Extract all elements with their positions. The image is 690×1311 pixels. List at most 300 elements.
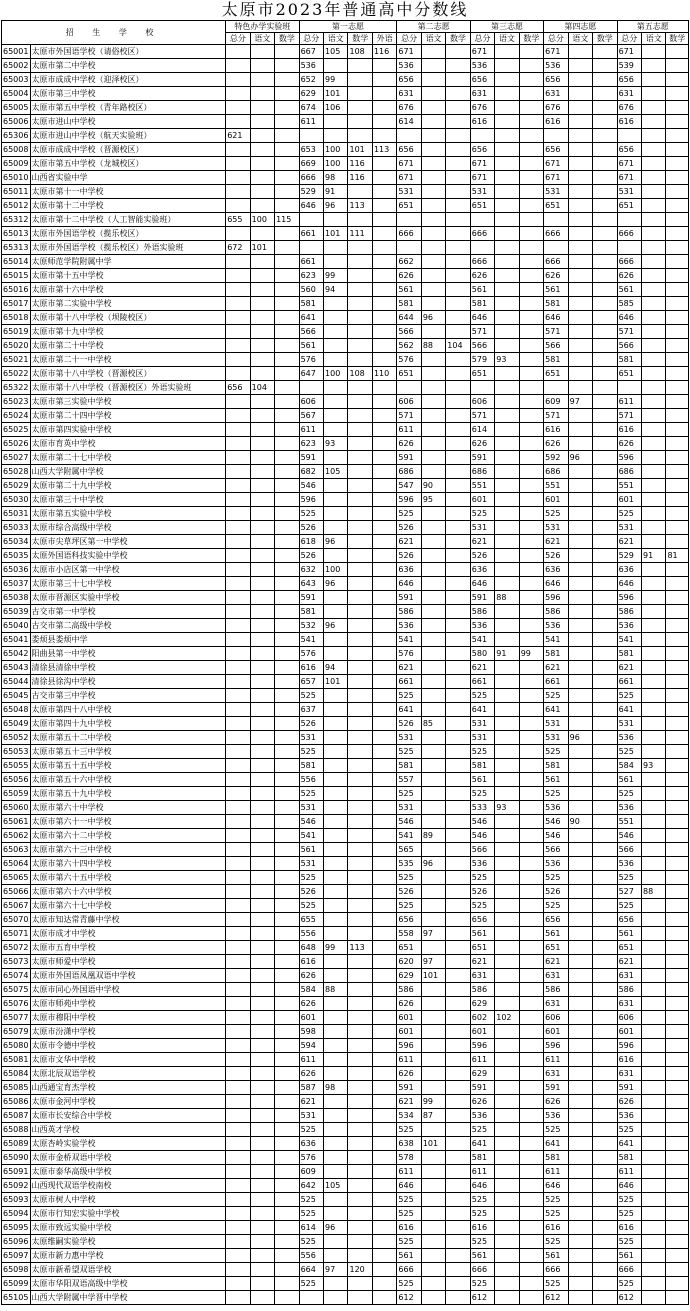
score-cell	[324, 395, 348, 409]
score-cell	[446, 269, 470, 283]
score-cell	[446, 689, 470, 703]
score-cell	[372, 1277, 396, 1291]
score-cell: 541	[397, 633, 421, 647]
score-cell	[495, 45, 519, 59]
score-cell	[421, 101, 445, 115]
score-cell: 671	[617, 157, 641, 171]
score-cell: 626	[397, 269, 421, 283]
score-cell: 656	[544, 143, 568, 157]
score-cell: 525	[470, 1235, 494, 1249]
score-cell	[495, 1165, 519, 1179]
score-cell	[372, 745, 396, 759]
score-cell	[421, 549, 445, 563]
school-code: 65036	[2, 563, 31, 577]
score-cell	[568, 1137, 592, 1151]
score-cell	[593, 395, 617, 409]
score-cell	[421, 1151, 445, 1165]
score-cell: 669	[299, 157, 323, 171]
score-cell	[642, 927, 666, 941]
score-cell	[421, 143, 445, 157]
score-cell	[568, 1081, 592, 1095]
score-cell	[495, 493, 519, 507]
score-cell: 581	[470, 759, 494, 773]
score-cell	[495, 899, 519, 913]
score-cell	[666, 101, 689, 115]
score-cell	[593, 143, 617, 157]
score-cell	[446, 493, 470, 507]
score-cell	[421, 521, 445, 535]
score-cell: 656	[544, 73, 568, 87]
score-cell	[593, 535, 617, 549]
score-cell	[324, 969, 348, 983]
score-cell: 591	[397, 1081, 421, 1095]
score-cell	[348, 87, 372, 101]
score-cell	[519, 451, 543, 465]
score-cell	[446, 997, 470, 1011]
score-cell: 525	[299, 1277, 323, 1291]
score-cell	[446, 983, 470, 997]
score-cell: 644	[397, 311, 421, 325]
score-cell	[226, 115, 250, 129]
score-cell: 525	[617, 899, 641, 913]
score-cell	[446, 325, 470, 339]
score-cell	[250, 885, 274, 899]
school-code: 65045	[2, 689, 31, 703]
score-cell: 536	[617, 1109, 641, 1123]
score-cell	[568, 353, 592, 367]
score-cell	[642, 605, 666, 619]
school-name: 太原市第五十三中学校	[30, 745, 226, 759]
score-cell	[421, 535, 445, 549]
score-cell	[495, 507, 519, 521]
school-code: 65009	[2, 157, 31, 171]
score-cell: 578	[397, 1151, 421, 1165]
score-cell	[348, 339, 372, 353]
score-cell: 90	[421, 479, 445, 493]
score-cell: 587	[299, 1081, 323, 1095]
score-cell	[642, 283, 666, 297]
score-cell	[421, 689, 445, 703]
score-cell	[324, 549, 348, 563]
score-cell	[250, 423, 274, 437]
score-cell	[348, 1053, 372, 1067]
score-cell: 614	[470, 423, 494, 437]
score-cell	[226, 101, 250, 115]
score-cell	[226, 325, 250, 339]
score-cell	[446, 521, 470, 535]
score-cell: 656	[617, 73, 641, 87]
school-name: 太原市第六十七中学校	[30, 899, 226, 913]
score-cell	[666, 1067, 689, 1081]
score-cell	[519, 507, 543, 521]
score-cell	[568, 143, 592, 157]
score-cell	[666, 73, 689, 87]
score-cell	[495, 773, 519, 787]
score-cell	[544, 213, 568, 227]
table-row	[2, 311, 689, 325]
score-cell	[250, 759, 274, 773]
score-cell	[519, 759, 543, 773]
score-cell	[568, 171, 592, 185]
score-cell	[593, 339, 617, 353]
score-cell	[275, 143, 299, 157]
score-cell	[568, 45, 592, 59]
score-cell: 88	[324, 983, 348, 997]
score-cell	[666, 787, 689, 801]
score-cell	[275, 227, 299, 241]
school-name: 太原市致远实验中学校	[30, 1221, 226, 1235]
score-cell: 525	[470, 1123, 494, 1137]
score-cell: 566	[544, 339, 568, 353]
score-cell: 556	[299, 927, 323, 941]
sub-header: 数学	[666, 33, 689, 45]
score-cell: 626	[544, 269, 568, 283]
score-cell	[275, 563, 299, 577]
score-cell: 534	[397, 1109, 421, 1123]
score-cell	[275, 157, 299, 171]
score-cell	[519, 899, 543, 913]
score-cell: 525	[544, 689, 568, 703]
score-cell: 641	[617, 1137, 641, 1151]
table-row	[2, 241, 689, 255]
score-cell	[495, 829, 519, 843]
score-cell	[495, 941, 519, 955]
score-cell	[275, 115, 299, 129]
score-cell	[495, 255, 519, 269]
score-cell	[666, 577, 689, 591]
school-code: 65042	[2, 647, 31, 661]
score-cell	[348, 1165, 372, 1179]
score-cell: 671	[470, 45, 494, 59]
score-cell	[275, 1207, 299, 1221]
score-cell	[250, 787, 274, 801]
score-cell	[519, 927, 543, 941]
score-cell	[226, 899, 250, 913]
score-cell	[642, 1165, 666, 1179]
sub-header: 数学	[348, 33, 372, 45]
score-cell	[324, 955, 348, 969]
score-cell: 626	[299, 1067, 323, 1081]
score-cell	[275, 1263, 299, 1277]
score-cell: 531	[617, 185, 641, 199]
score-cell	[642, 521, 666, 535]
score-cell	[642, 479, 666, 493]
sub-header: 语文	[250, 33, 274, 45]
score-cell	[372, 395, 396, 409]
score-cell	[421, 941, 445, 955]
score-cell	[275, 479, 299, 493]
table-row	[2, 353, 689, 367]
score-cell: 646	[544, 311, 568, 325]
score-cell	[250, 115, 274, 129]
score-cell: 525	[397, 1277, 421, 1291]
score-cell	[421, 787, 445, 801]
score-cell	[593, 269, 617, 283]
score-cell	[275, 899, 299, 913]
score-cell: 536	[470, 1109, 494, 1123]
score-cell	[593, 115, 617, 129]
score-cell	[275, 283, 299, 297]
score-cell	[421, 367, 445, 381]
score-cell	[324, 451, 348, 465]
score-cell	[324, 409, 348, 423]
score-cell	[666, 633, 689, 647]
score-cell	[495, 1109, 519, 1123]
score-cell	[666, 703, 689, 717]
score-cell	[568, 227, 592, 241]
score-cell: 536	[397, 619, 421, 633]
score-cell: 531	[544, 185, 568, 199]
score-cell: 88	[642, 885, 666, 899]
score-cell	[642, 619, 666, 633]
table-row	[2, 143, 689, 157]
score-cell	[446, 1207, 470, 1221]
score-cell	[421, 1165, 445, 1179]
score-cell	[642, 255, 666, 269]
score-cell	[275, 311, 299, 325]
score-cell	[250, 73, 274, 87]
score-cell	[250, 521, 274, 535]
score-cell	[421, 199, 445, 213]
score-cell	[324, 899, 348, 913]
score-cell	[348, 591, 372, 605]
score-cell	[250, 451, 274, 465]
score-cell	[446, 1221, 470, 1235]
score-cell	[593, 689, 617, 703]
score-cell: 566	[397, 325, 421, 339]
score-cell: 626	[397, 1067, 421, 1081]
score-cell	[372, 157, 396, 171]
score-cell	[568, 339, 592, 353]
school-code: 65098	[2, 1263, 31, 1277]
table-row	[2, 451, 689, 465]
score-cell	[568, 241, 592, 255]
score-cell	[421, 451, 445, 465]
school-name: 山西英才学校	[30, 1123, 226, 1137]
score-cell	[372, 437, 396, 451]
score-cell	[666, 1263, 689, 1277]
score-cell	[372, 577, 396, 591]
score-cell: 636	[617, 563, 641, 577]
score-cell: 601	[617, 1025, 641, 1039]
school-code: 65017	[2, 297, 31, 311]
score-cell	[372, 101, 396, 115]
score-cell: 91	[324, 185, 348, 199]
score-cell: 612	[544, 1291, 568, 1305]
score-cell: 546	[544, 815, 568, 829]
school-code: 65086	[2, 1095, 31, 1109]
score-cell: 526	[299, 549, 323, 563]
score-cell: 671	[544, 171, 568, 185]
score-cell	[324, 1277, 348, 1291]
table-row	[2, 703, 689, 717]
score-cell: 626	[544, 437, 568, 451]
score-cell	[495, 1263, 519, 1277]
score-cell	[421, 409, 445, 423]
school-code: 65025	[2, 423, 31, 437]
sub-header: 总分	[397, 33, 421, 45]
school-code: 65065	[2, 871, 31, 885]
score-cell	[666, 1025, 689, 1039]
score-cell	[519, 1291, 543, 1305]
score-cell	[642, 801, 666, 815]
score-cell	[421, 801, 445, 815]
score-cell	[348, 703, 372, 717]
score-cell: 611	[299, 115, 323, 129]
score-cell	[372, 73, 396, 87]
score-cell	[372, 409, 396, 423]
score-cell: 525	[470, 1277, 494, 1291]
score-cell: 561	[470, 1249, 494, 1263]
score-cell	[348, 129, 372, 143]
score-cell	[593, 675, 617, 689]
score-cell	[568, 745, 592, 759]
score-cell	[250, 395, 274, 409]
score-cell	[275, 1235, 299, 1249]
score-cell: 661	[470, 675, 494, 689]
score-cell	[250, 45, 274, 59]
score-cell	[226, 465, 250, 479]
score-cell: 100	[250, 213, 274, 227]
score-cell: 532	[299, 619, 323, 633]
score-cell: 626	[470, 269, 494, 283]
score-cell	[593, 185, 617, 199]
score-cell	[642, 1025, 666, 1039]
score-cell	[421, 885, 445, 899]
score-cell	[446, 549, 470, 563]
score-cell: 93	[642, 759, 666, 773]
score-cell	[495, 409, 519, 423]
table-row	[2, 507, 689, 521]
score-cell	[275, 871, 299, 885]
score-cell	[250, 1277, 274, 1291]
table-row	[2, 563, 689, 577]
score-cell: 646	[617, 577, 641, 591]
score-cell: 108	[348, 45, 372, 59]
score-cell	[593, 899, 617, 913]
school-code: 65089	[2, 1137, 31, 1151]
score-cell	[324, 1151, 348, 1165]
score-cell: 655	[226, 213, 250, 227]
score-cell: 596	[470, 1039, 494, 1053]
table-body	[2, 45, 689, 1305]
score-cell: 632	[299, 563, 323, 577]
score-cell	[372, 507, 396, 521]
score-cell: 525	[397, 1235, 421, 1249]
table-row	[2, 1179, 689, 1193]
score-cell	[275, 1095, 299, 1109]
score-cell: 87	[421, 1109, 445, 1123]
score-cell	[519, 283, 543, 297]
score-cell	[666, 395, 689, 409]
score-cell	[519, 241, 543, 255]
score-cell	[519, 1165, 543, 1179]
score-cell	[495, 283, 519, 297]
score-cell: 526	[299, 521, 323, 535]
score-cell	[568, 437, 592, 451]
score-cell	[250, 997, 274, 1011]
score-cell: 581	[544, 647, 568, 661]
table-row	[2, 87, 689, 101]
table-row	[2, 1291, 689, 1305]
score-cell	[642, 689, 666, 703]
score-cell: 581	[544, 759, 568, 773]
score-cell	[568, 1207, 592, 1221]
score-cell: 101	[348, 143, 372, 157]
score-cell: 571	[544, 325, 568, 339]
score-cell: 99	[324, 941, 348, 955]
score-cell	[568, 101, 592, 115]
score-cell: 641	[544, 703, 568, 717]
score-cell	[250, 1263, 274, 1277]
school-code: 65066	[2, 885, 31, 899]
score-cell: 671	[617, 45, 641, 59]
score-cell	[446, 143, 470, 157]
score-cell	[250, 633, 274, 647]
score-cell	[519, 633, 543, 647]
score-cell	[250, 829, 274, 843]
score-cell	[324, 605, 348, 619]
score-cell	[324, 1025, 348, 1039]
score-cell	[617, 381, 641, 395]
score-cell	[372, 465, 396, 479]
score-cell: 104	[446, 339, 470, 353]
score-cell	[275, 101, 299, 115]
score-cell: 525	[397, 507, 421, 521]
table-row	[2, 885, 689, 899]
score-cell	[519, 1067, 543, 1081]
score-cell	[250, 535, 274, 549]
score-cell	[519, 885, 543, 899]
score-cell: 612	[470, 1291, 494, 1305]
score-cell	[568, 1165, 592, 1179]
score-cell	[642, 381, 666, 395]
score-cell: 531	[299, 801, 323, 815]
score-cell	[495, 1081, 519, 1095]
score-cell	[666, 955, 689, 969]
score-cell	[275, 87, 299, 101]
header-school: 招 生 学 校	[2, 21, 226, 45]
score-cell	[593, 479, 617, 493]
score-cell	[250, 409, 274, 423]
score-cell: 120	[348, 1263, 372, 1277]
score-cell	[446, 255, 470, 269]
score-cell	[519, 1053, 543, 1067]
score-cell	[519, 479, 543, 493]
score-cell: 541	[299, 633, 323, 647]
score-cell: 525	[617, 1207, 641, 1221]
score-cell: 100	[324, 563, 348, 577]
score-cell	[372, 1067, 396, 1081]
score-cell	[495, 535, 519, 549]
score-cell	[226, 1109, 250, 1123]
school-code: 65061	[2, 815, 31, 829]
score-cell	[372, 1053, 396, 1067]
school-code: 65005	[2, 101, 31, 115]
score-cell	[348, 283, 372, 297]
score-cell	[226, 955, 250, 969]
score-cell	[495, 87, 519, 101]
score-cell	[568, 1123, 592, 1137]
school-name: 太原市第十五中学校	[30, 269, 226, 283]
score-cell	[446, 423, 470, 437]
score-cell	[421, 45, 445, 59]
school-code: 65020	[2, 339, 31, 353]
score-cell	[593, 787, 617, 801]
score-cell: 96	[568, 731, 592, 745]
score-cell	[275, 1137, 299, 1151]
score-cell: 96	[324, 619, 348, 633]
